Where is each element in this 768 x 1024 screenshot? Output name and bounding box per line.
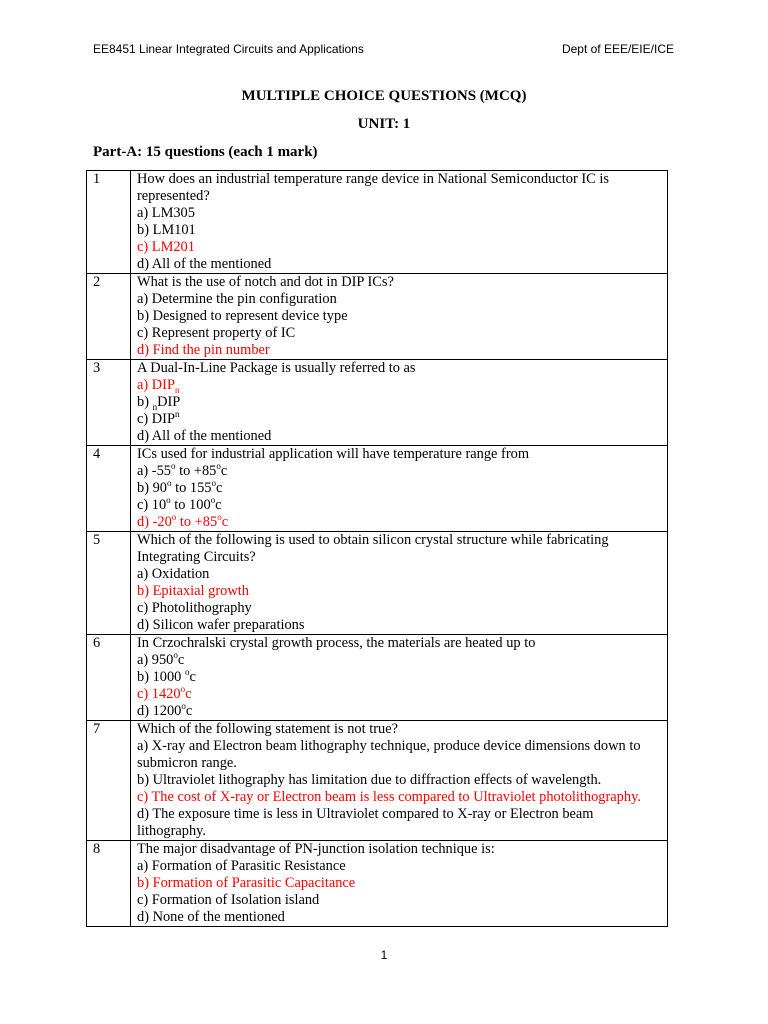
question-row bbox=[87, 532, 668, 635]
option bbox=[137, 652, 663, 669]
option: c) Represent property of IC bbox=[137, 325, 296, 341]
question-row bbox=[87, 841, 668, 927]
superscript: o bbox=[217, 512, 222, 523]
option-text: c bbox=[177, 652, 185, 668]
option: c) Photolithography bbox=[137, 600, 252, 616]
option: a) X-ray and Electron beam lithography technique, produce device dimensions down to submicron range. bbox=[137, 738, 641, 771]
question-number: 4 bbox=[87, 446, 131, 532]
superscript: o bbox=[181, 701, 186, 712]
option-text: to +85 bbox=[176, 514, 218, 530]
page-title: MULTIPLE CHOICE QUESTIONS (MCQ) bbox=[241, 88, 527, 104]
option: d) The exposure time is less in Ultraviolet compared to X-ray or Electron beam lithography. bbox=[137, 806, 594, 839]
question-cell bbox=[131, 841, 668, 927]
question-number: 3 bbox=[87, 360, 131, 446]
option-text: c bbox=[185, 703, 193, 719]
option bbox=[137, 703, 663, 720]
question-number: 6 bbox=[87, 635, 131, 721]
correct-option bbox=[137, 686, 663, 703]
option-text: DIP bbox=[157, 394, 181, 410]
option: d) None of the mentioned bbox=[137, 909, 285, 925]
option: a) LM305 bbox=[137, 205, 195, 221]
option-text: d) All of the mentioned bbox=[137, 428, 272, 444]
option-text: a) -55 bbox=[137, 463, 171, 479]
option-text: c bbox=[221, 514, 229, 530]
option-text: c) 1420 bbox=[137, 686, 181, 702]
question-row bbox=[87, 360, 668, 446]
superscript: n bbox=[174, 409, 180, 420]
question-row bbox=[87, 721, 668, 841]
option-text: c bbox=[220, 463, 228, 479]
superscript: o bbox=[173, 650, 178, 661]
header-course-title: EE8451 Linear Integrated Circuits and Applications bbox=[93, 42, 364, 56]
superscript: o bbox=[210, 495, 216, 506]
option bbox=[137, 497, 663, 514]
correct-option: d) Find the pin number bbox=[137, 342, 270, 358]
option bbox=[137, 428, 663, 445]
option-text: c bbox=[189, 669, 196, 685]
option: c) Formation of Isolation island bbox=[137, 892, 320, 908]
correct-option: c) LM201 bbox=[137, 239, 195, 255]
correct-option: b) Epitaxial growth bbox=[137, 583, 249, 599]
question-number: 8 bbox=[87, 841, 131, 927]
question-number: 2 bbox=[87, 274, 131, 360]
question-text: The major disadvantage of PN-junction isolation technique is: bbox=[137, 841, 495, 857]
option-text: to 100 bbox=[170, 497, 211, 513]
option bbox=[137, 669, 663, 686]
question-cell bbox=[131, 171, 668, 274]
part-heading: Part-A: 15 questions (each 1 mark) bbox=[93, 144, 318, 160]
correct-option: c) The cost of X-ray or Electron beam is less compared to Ultraviolet photolithography. bbox=[137, 789, 641, 805]
superscript: o bbox=[170, 461, 176, 472]
option bbox=[137, 411, 663, 428]
correct-option bbox=[137, 514, 663, 531]
option-text: to 155 bbox=[171, 480, 212, 496]
question-cell bbox=[131, 360, 668, 446]
option: a) Determine the pin configuration bbox=[137, 291, 337, 307]
question-row bbox=[87, 171, 668, 274]
superscript: o bbox=[184, 667, 190, 678]
subscript: n bbox=[174, 384, 180, 395]
question-text: How does an industrial temperature range device in National Semiconductor IC is represented? bbox=[137, 171, 609, 204]
question-row bbox=[87, 274, 668, 360]
option-text: d) 1200 bbox=[137, 703, 182, 719]
option: b) Designed to represent device type bbox=[137, 308, 348, 324]
header-department: Dept of EEE/EIE/ICE bbox=[561, 42, 674, 56]
question-text: ICs used for industrial application will have temperature range from bbox=[137, 446, 530, 462]
option-text: b) 1000 bbox=[137, 669, 185, 685]
question-row bbox=[87, 635, 668, 721]
question-number: 1 bbox=[87, 171, 131, 274]
question-cell bbox=[131, 721, 668, 841]
correct-option bbox=[137, 377, 663, 394]
question-number: 5 bbox=[87, 532, 131, 635]
question-text: A Dual-In-Line Package is usually referred to as bbox=[137, 360, 416, 376]
option: d) Silicon wafer preparations bbox=[137, 617, 305, 633]
superscript: o bbox=[166, 478, 172, 489]
option-text: c) 10 bbox=[137, 497, 167, 513]
question-text: Which of the following statement is not true? bbox=[137, 721, 398, 737]
option-text: b) 90 bbox=[137, 480, 167, 496]
page-number: 1 bbox=[380, 948, 388, 962]
correct-option: b) Formation of Parasitic Capacitance bbox=[137, 875, 356, 891]
option bbox=[137, 394, 663, 411]
option-text: a) DIP bbox=[137, 377, 175, 393]
question-text: What is the use of notch and dot in DIP ICs? bbox=[137, 274, 394, 290]
question-cell bbox=[131, 446, 668, 532]
option-text: c bbox=[185, 686, 192, 702]
option: d) All of the mentioned bbox=[137, 256, 272, 272]
mcq-table bbox=[86, 170, 668, 927]
option-text: a) 950 bbox=[137, 652, 174, 668]
option-text: b) bbox=[137, 394, 153, 410]
question-number: 7 bbox=[87, 721, 131, 841]
question-cell bbox=[131, 532, 668, 635]
superscript: o bbox=[180, 684, 186, 695]
question-row bbox=[87, 446, 668, 532]
option: a) Oxidation bbox=[137, 566, 210, 582]
question-cell bbox=[131, 274, 668, 360]
subscript: n bbox=[152, 401, 158, 412]
option: b) Ultraviolet lithography has limitation due to diffraction effects of wavelength. bbox=[137, 772, 602, 788]
question-cell bbox=[131, 635, 668, 721]
superscript: o bbox=[211, 478, 216, 489]
question-text: In Crzochralski crystal growth process, the materials are heated up to bbox=[137, 635, 536, 651]
option-text: c) DIP bbox=[137, 411, 175, 427]
superscript: o bbox=[166, 495, 171, 506]
question-text: Which of the following is used to obtain silicon crystal structure while fabricating Integrating Circuits? bbox=[137, 532, 609, 565]
unit-heading: UNIT: 1 bbox=[357, 116, 411, 132]
option: b) LM101 bbox=[137, 222, 196, 238]
option: a) Formation of Parasitic Resistance bbox=[137, 858, 346, 874]
option-text: d) -20 bbox=[137, 514, 172, 530]
superscript: o bbox=[216, 461, 221, 472]
option-text: c bbox=[215, 497, 222, 513]
option-text: c bbox=[215, 480, 223, 496]
option-text: to +85 bbox=[175, 463, 217, 479]
superscript: o bbox=[171, 512, 177, 523]
option bbox=[137, 480, 663, 497]
